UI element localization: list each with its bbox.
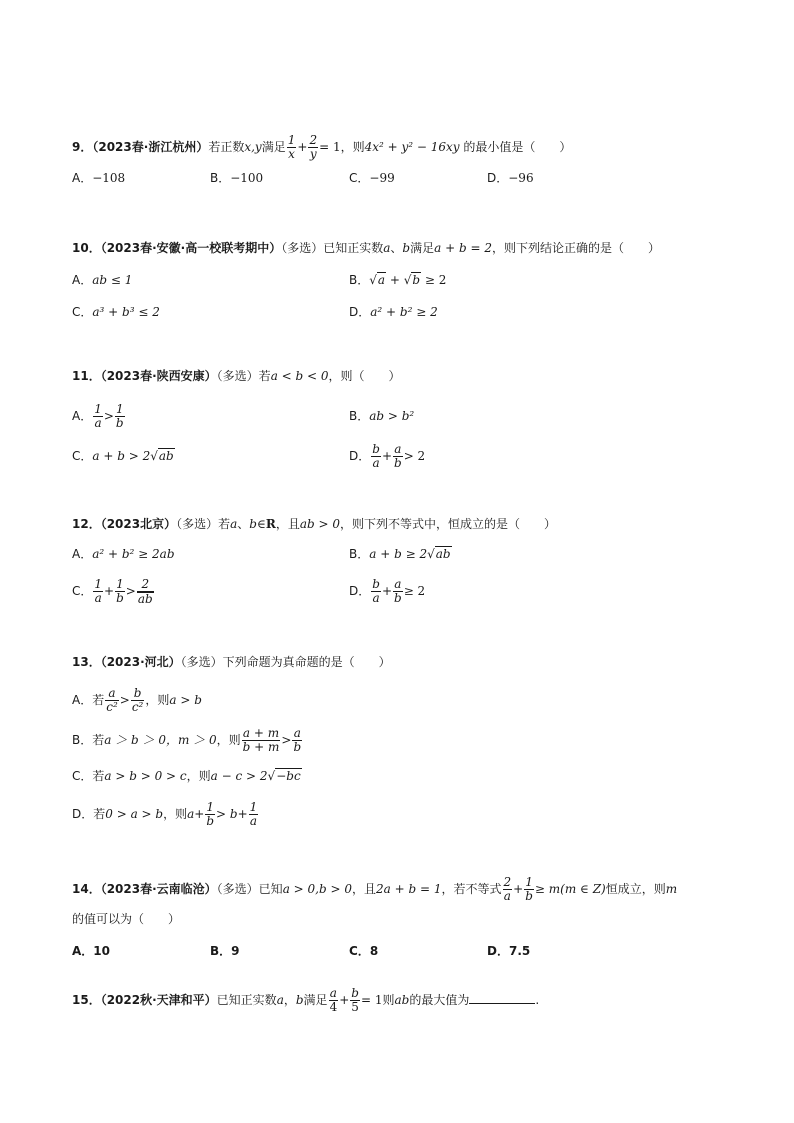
question-stem: [72, 651, 732, 673]
option-d[interactable]: D．7.5: [487, 944, 531, 958]
option-d[interactable]: D．−96: [487, 171, 534, 185]
option-a[interactable]: A．ab ≤ 1: [72, 273, 133, 287]
stem-text: 满足: [261, 140, 286, 154]
math-var: b: [402, 241, 411, 255]
options-row: [72, 575, 732, 607]
question-number: 12．: [72, 517, 101, 531]
question-number: 11．: [72, 369, 101, 383]
question-stem: [72, 237, 732, 259]
option-a[interactable]: A． $\frac{1}{a}$ > $\frac{1}{b}$: [72, 402, 124, 430]
stem-text: 、: [390, 241, 403, 255]
fraction: $\frac{1}{b}$: [525, 875, 533, 903]
options-row: [72, 401, 732, 431]
stem-text: ，则（ ）: [328, 369, 401, 383]
option-c[interactable]: C．若a > b > 0 > c，则a − c > 2√−bc: [72, 769, 301, 783]
stem-text: 恒成立，则: [605, 882, 666, 896]
stem-text: ，若不等式: [441, 882, 502, 896]
stem-text: 的最大值为: [409, 993, 470, 1007]
option-a[interactable]: A．−108: [72, 171, 126, 185]
option-b[interactable]: B．ab > b²: [349, 409, 415, 423]
question-source: （2022秋·天津和平）: [100, 993, 217, 1007]
math-var: ab: [394, 993, 410, 1007]
math-var: a: [276, 993, 284, 1007]
stem-text: ，且: [351, 882, 376, 896]
math-expr: 2a + b = 1: [376, 882, 442, 896]
option-a[interactable]: A．若 $\frac{a}{\text{c²}}$ > $\frac{b}{\text{c²}}$ ，则a > b: [72, 686, 202, 714]
fraction: $\frac{a}{4}$: [329, 986, 338, 1014]
math-expr: = 1: [360, 993, 383, 1007]
option-b[interactable]: B．a + b ≥ 2√ab: [349, 547, 451, 561]
stem-text: 已知正实数: [216, 993, 277, 1007]
options-row: [72, 301, 732, 323]
answer-blank[interactable]: [469, 989, 535, 1004]
stem-text: （多选）已知: [216, 882, 283, 896]
math-expr: ≥ m(m ∈ Z): [534, 882, 606, 896]
question-stem: 15．（2022秋·天津和平）已知正实数a，b满足 $\frac{a}{4}$ + $\frac{b}{5}$ = 1则ab的最大值为 .: [72, 986, 540, 1014]
question-number: 9．: [72, 140, 93, 154]
fraction: $\frac{1}{x}$: [287, 133, 296, 161]
math-var: x,y: [244, 140, 262, 154]
stem-text: .: [535, 993, 540, 1007]
option-b[interactable]: B．−100: [210, 171, 264, 185]
math-expr: a > 0,b > 0: [282, 882, 352, 896]
question-source: （2023春·安徽·高一校联考期中）: [100, 241, 282, 255]
option-d[interactable]: D．若0 > a > b，则a+ $\frac{1}{b}$ > b+ $\frac{1}{a}$: [72, 800, 258, 828]
math-set: R: [265, 517, 276, 531]
math-var: m: [665, 882, 678, 896]
stem-text: 若正数: [208, 140, 245, 154]
option-c[interactable]: C．−99: [349, 171, 395, 185]
fraction: $\frac{b}{5}$: [351, 986, 359, 1014]
option-c[interactable]: C．8: [349, 944, 379, 958]
question-13: [72, 651, 732, 829]
question-source: （2023春·陕西安康）: [100, 369, 217, 383]
question-9: [72, 134, 732, 189]
question-stem: [72, 134, 732, 161]
math-expr: a < b < 0: [270, 369, 329, 383]
stem-text: 、: [237, 517, 250, 531]
question-12: [72, 513, 732, 607]
question-source: （2023北京）: [100, 517, 177, 531]
stem-text: ，且: [275, 517, 300, 531]
question-source: （2023春·云南临沧）: [100, 882, 217, 896]
math-op: +: [297, 140, 308, 154]
stem-text: 则: [382, 993, 395, 1007]
question-14: [72, 874, 732, 962]
options-row: [72, 543, 732, 565]
question-number: 13．: [72, 655, 101, 669]
options-row: [72, 269, 732, 291]
question-number: 10．: [72, 241, 101, 255]
option-c[interactable]: C． $\frac{1}{a}$ + $\frac{1}{b}$ > $\frac{2}{ab}$: [72, 576, 153, 606]
stem-text: （多选）若: [176, 517, 231, 531]
stem-text: （多选）若: [216, 369, 271, 383]
fraction: $\frac{2}{a}$: [503, 875, 512, 903]
fraction: $\frac{2}{y}$: [309, 133, 318, 161]
question-source: （2023春·浙江杭州）: [92, 140, 209, 154]
option-a[interactable]: A．a² + b² ≥ 2ab: [72, 547, 175, 561]
stem-text: 的最小值是（ ）: [463, 140, 572, 154]
question-11: [72, 365, 732, 471]
question-stem: [72, 365, 732, 387]
math-var: b: [295, 993, 304, 1007]
question-stem: 14．（2023春·云南临沧）（多选）已知a > 0,b > 0，且2a + b = 1，若不等式 $\frac{2}{a}$ + $\frac{1}{b}$ ≥ m(m ∈ Z)恒成立，则m: [72, 875, 678, 903]
question-10: [72, 237, 732, 323]
option-c[interactable]: C．a + b > 2√ab: [72, 449, 174, 463]
question-stem-line-2: 的值可以为（ ）: [72, 912, 181, 926]
option-d[interactable]: D． $\frac{b}{a}$ + $\frac{a}{b}$ > 2: [349, 442, 426, 470]
stem-text: （多选）已知正实数: [281, 241, 384, 255]
stem-text: ，则下列不等式中，恒成立的是（ ）: [340, 517, 557, 531]
option-b[interactable]: B．9: [210, 944, 240, 958]
question-source: （2023·河北）: [100, 655, 181, 669]
question-number: 15．: [72, 993, 101, 1007]
stem-text: = 1，则: [319, 140, 365, 154]
math-var: b∈: [249, 517, 266, 531]
option-b[interactable]: B．若a ＞ b ＞ 0，m ＞ 0，则 $\frac{a + m}{b + m}$ > $\frac{a}{b}$: [72, 726, 302, 754]
option-d[interactable]: D．a² + b² ≥ 2: [349, 305, 438, 319]
question-number: 14．: [72, 882, 101, 896]
option-a[interactable]: A．10: [72, 944, 110, 958]
stem-text: ，则下列结论正确的是（ ）: [491, 241, 660, 255]
question-15: [72, 985, 732, 1015]
math-expr: a + b = 2: [434, 241, 492, 255]
stem-text: 满足: [410, 241, 435, 255]
stem-text: 满足: [303, 993, 328, 1007]
options-row: [72, 167, 732, 189]
question-stem: [72, 513, 732, 535]
stem-text: （多选）下列命题为真命题的是（ ）: [180, 655, 391, 669]
math-expr: ab > 0: [299, 517, 341, 531]
option-d[interactable]: D． $\frac{b}{a}$ + $\frac{a}{b}$ ≥ 2: [349, 577, 426, 605]
math-var: a: [383, 241, 391, 255]
math-expr: 4x² + y² − 16xy: [364, 140, 460, 154]
option-c[interactable]: C．a³ + b³ ≤ 2: [72, 305, 160, 319]
option-b[interactable]: B．√a + √b ≥ 2: [349, 273, 447, 287]
math-var: a: [230, 517, 238, 531]
options-row: [72, 441, 732, 471]
stem-text: ，: [283, 993, 296, 1007]
options-row: [72, 940, 732, 962]
